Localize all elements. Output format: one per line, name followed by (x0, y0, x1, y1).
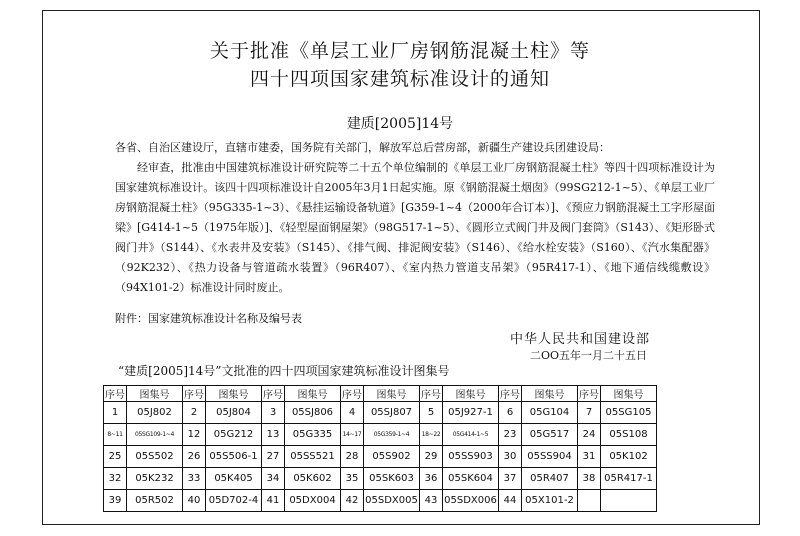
cell-no: 28 (341, 446, 364, 468)
header-no: 序号 (262, 386, 285, 402)
cell-no: 18~22 (420, 424, 443, 446)
cell-no: 39 (104, 490, 127, 512)
cell-code: 05S902 (364, 446, 420, 468)
cell-code: 05SS903 (443, 446, 499, 468)
header-code: 图集号 (522, 386, 578, 402)
attachment-note: 附件：国家建筑标准设计名称及编号表 (115, 312, 302, 325)
cell-code: 05R502 (127, 490, 183, 512)
cell-no: 6 (499, 402, 522, 424)
title-line-1: 关于批准《单层工业厂房钢筋混凝土柱》等 (209, 40, 590, 62)
cell-code: 05G212 (206, 424, 262, 446)
standards-table (103, 385, 657, 512)
cell-code: 05K102 (601, 446, 657, 468)
cell-code: 05J804 (206, 402, 262, 424)
cell-no: 26 (183, 446, 206, 468)
cell-code: 05SG109-1~4 (127, 424, 183, 446)
table-row (104, 446, 657, 468)
table-caption: “建质[2005]14号”文批准的四十四项国家建筑标准设计图集号 (118, 364, 450, 378)
cell-no: 2 (183, 402, 206, 424)
cell-code: 05G104 (522, 402, 578, 424)
cell-no: 34 (262, 468, 285, 490)
cell-no: 29 (420, 446, 443, 468)
cell-code: 05SDX005 (364, 490, 420, 512)
cell-no: 25 (104, 446, 127, 468)
table-row (104, 402, 657, 424)
cell-code: 05SG105 (601, 402, 657, 424)
document-number: 建质[2005]14号 (346, 116, 454, 132)
cell-code: 05SS904 (522, 446, 578, 468)
cell-code: 05SK604 (443, 468, 499, 490)
cell-no: 41 (262, 490, 285, 512)
cell-no (578, 490, 601, 512)
cell-no: 13 (262, 424, 285, 446)
header-no: 序号 (341, 386, 364, 402)
cell-no: 7 (578, 402, 601, 424)
addressee: 各省、自治区建设厅，直辖市建委，国务院有关部门，解放军总后营房部，新疆生产建设兵团建设局： (115, 141, 610, 154)
cell-code: 05G359-1~4 (364, 424, 420, 446)
body-paragraph: 经审查，批准由中国建筑标准设计研究院等二十五个单位编制的《单层工业厂房钢筋混凝土柱》等四十四项标准设计为国家建筑标准设计。该四十四项标准设计自2005年3月1日起实施。原《钢筋混凝土烟囱》（99SG212-1~5）、《单层工业厂房钢筋混凝土柱》（95G335-1~3）、《悬挂运输设备轨道》[G359-1~4（2000年合订本）]、《预应力钢筋混凝土工字形屋面梁》[G414-1~5（1975年版）]、《轻型屋面钢屋架》（98G517-1~5）、《圆形立式阀门井及阀门套筒》（S143）、《矩形卧式阀门井》（S144）、《水表井及安装》（S145）、《排气阀、排泥阀安装》（S146）、《给水栓安装》（S160）、《汽水集配器》（92K232）、《热力设备与管道疏水装置》（96R407）、《室内热力管道支吊架》（95R417-1）、《地下通信线缆敷设》（94X101-2）标准设计同时废止。 (115, 161, 715, 294)
cell-no: 5 (420, 402, 443, 424)
cell-no: 30 (499, 446, 522, 468)
header-no: 序号 (183, 386, 206, 402)
table-row (104, 468, 657, 490)
table-row (104, 424, 657, 446)
signature: 中华人民共和国建设部 (510, 332, 651, 347)
cell-no: 43 (420, 490, 443, 512)
cell-code: 05R417-1 (601, 468, 657, 490)
cell-no: 38 (578, 468, 601, 490)
cell-no: 31 (578, 446, 601, 468)
table-header-row (104, 386, 657, 402)
cell-no: 42 (341, 490, 364, 512)
header-code: 图集号 (364, 386, 420, 402)
header-no: 序号 (104, 386, 127, 402)
cell-code: 05G335 (285, 424, 341, 446)
cell-no: 14~17 (341, 424, 364, 446)
cell-code: 05DX004 (285, 490, 341, 512)
cell-code: 05S108 (601, 424, 657, 446)
cell-no: 44 (499, 490, 522, 512)
header-code: 图集号 (285, 386, 341, 402)
cell-no: 24 (578, 424, 601, 446)
header-code: 图集号 (206, 386, 262, 402)
cell-no: 40 (183, 490, 206, 512)
cell-no: 35 (341, 468, 364, 490)
cell-no: 36 (420, 468, 443, 490)
cell-no: 32 (104, 468, 127, 490)
cell-code: 05G414-1~5 (443, 424, 499, 446)
cell-no: 3 (262, 402, 285, 424)
cell-code: 05SDX006 (443, 490, 499, 512)
cell-code: 05K232 (127, 468, 183, 490)
cell-code: 05K602 (285, 468, 341, 490)
header-no: 序号 (499, 386, 522, 402)
table-row (104, 490, 657, 512)
cell-code: 05D702-4 (206, 490, 262, 512)
header-code: 图集号 (127, 386, 183, 402)
header-code: 图集号 (601, 386, 657, 402)
cell-no: 23 (499, 424, 522, 446)
cell-code: 05S506-1 (206, 446, 262, 468)
cell-code: 05R407 (522, 468, 578, 490)
cell-code: 05X101-2 (522, 490, 578, 512)
cell-code: 05G517 (522, 424, 578, 446)
cell-code: 05J802 (127, 402, 183, 424)
cell-no: 8~11 (104, 424, 127, 446)
cell-code: 05SS521 (285, 446, 341, 468)
cell-no: 27 (262, 446, 285, 468)
cell-code (601, 490, 657, 512)
cell-code: 05K405 (206, 468, 262, 490)
header-no: 序号 (420, 386, 443, 402)
cell-code: 05SJ807 (364, 402, 420, 424)
cell-code: 05SJ806 (285, 402, 341, 424)
cell-no: 1 (104, 402, 127, 424)
header-code: 图集号 (443, 386, 499, 402)
title-line-2: 四十四项国家建筑标准设计的通知 (249, 68, 550, 90)
cell-no: 37 (499, 468, 522, 490)
cell-code: 05SK603 (364, 468, 420, 490)
issue-date: 二OO五年一月二十五日 (530, 349, 648, 362)
cell-code: 05S502 (127, 446, 183, 468)
header-no: 序号 (578, 386, 601, 402)
cell-no: 4 (341, 402, 364, 424)
cell-no: 33 (183, 468, 206, 490)
cell-code: 05J927-1 (443, 402, 499, 424)
cell-no: 12 (183, 424, 206, 446)
